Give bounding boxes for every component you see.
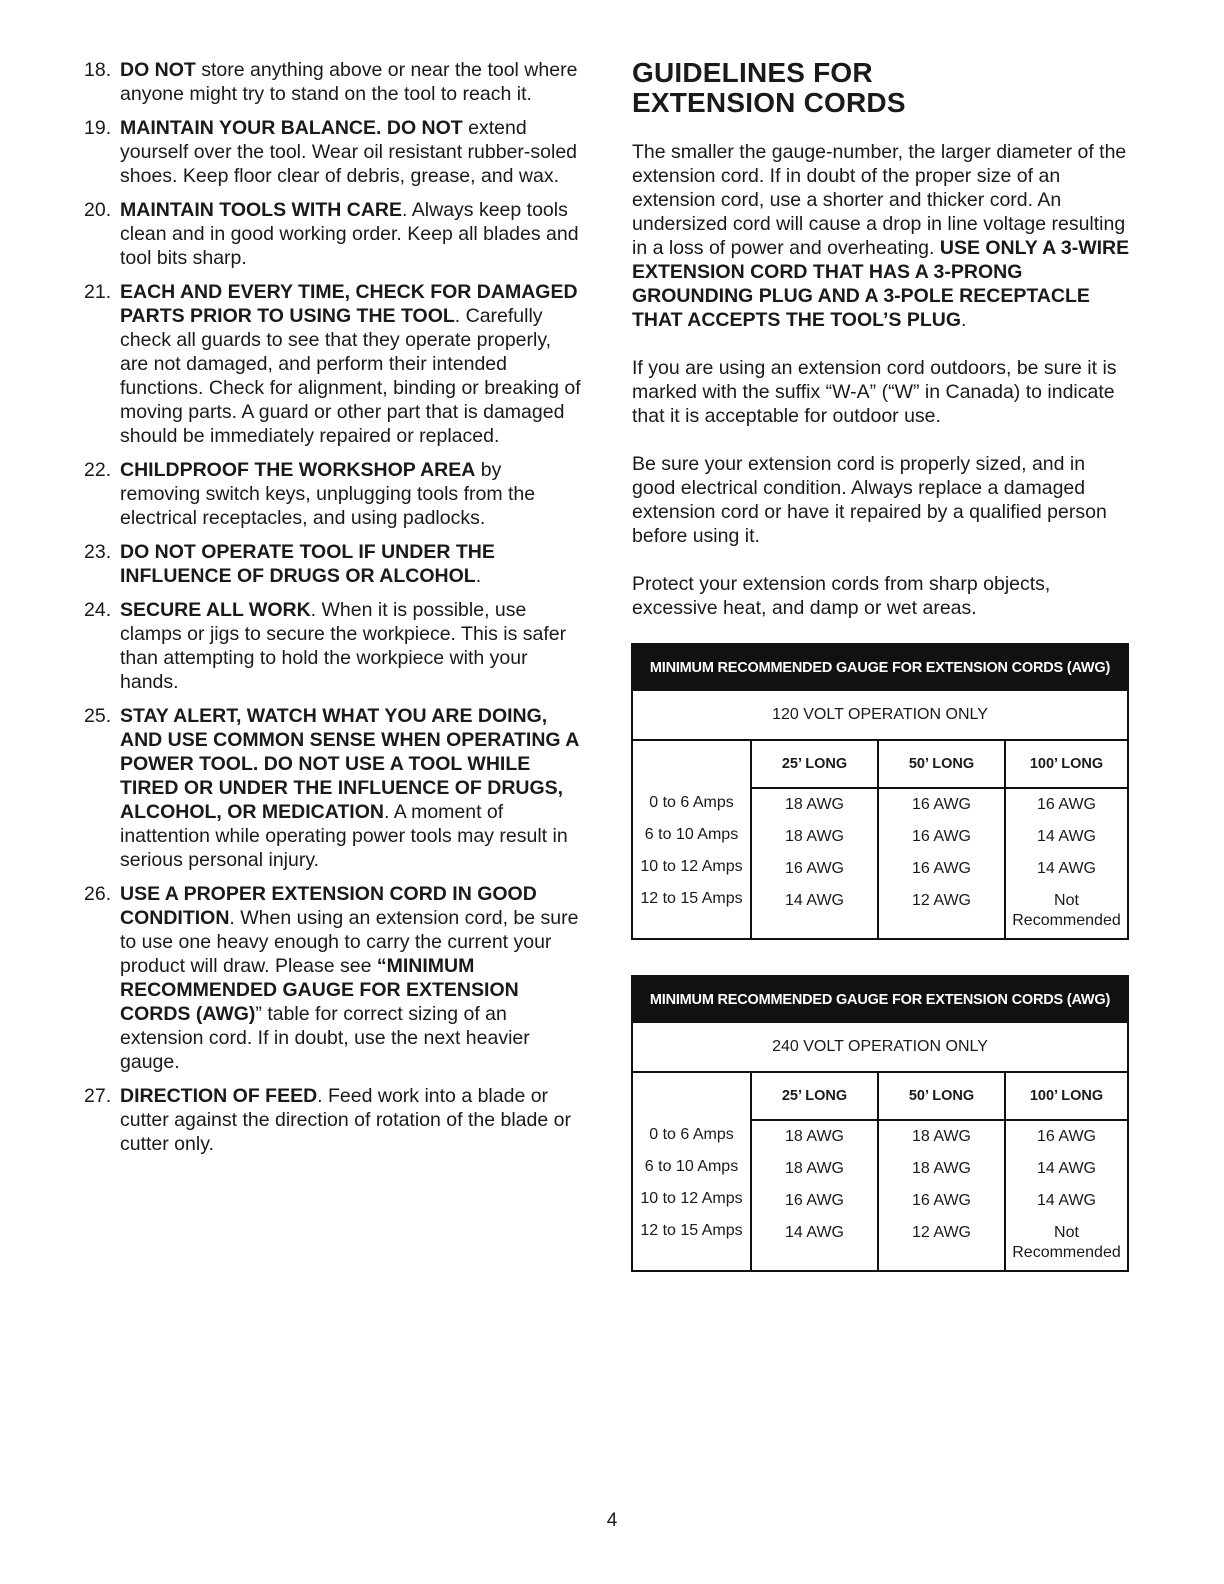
amps-cell: 6 to 10 Amps xyxy=(644,1158,739,1175)
item-bold-lead: STAY ALERT, WATCH WHAT YOU ARE DOING, AND USE COMMON SENSE WHEN OPERATING A POWER TOOL. DO NOT USE A TOOL WHILE TIRED OR UNDER THE INFLUENCE OF DRUGS, ALCOHOL, OR MEDICATION xyxy=(120,705,579,823)
gauge-cell: Not Recommended xyxy=(1012,1224,1121,1261)
paragraph-condition: Be sure your extension cord is properly sized, and in good electrical condition. Always replace a damaged extension cord or have it repaired by a qualified person before using it. xyxy=(632,453,1107,547)
list-item xyxy=(84,1084,584,1156)
column-header: 100’ LONG xyxy=(1006,741,1127,789)
amps-column xyxy=(633,741,750,938)
gauge-cell: 14 AWG xyxy=(1037,828,1096,845)
section-heading xyxy=(632,58,1132,118)
item-text xyxy=(120,540,584,588)
gauge-cell: 14 AWG xyxy=(1037,1192,1096,1209)
paragraph-protect: Protect your extension cords from sharp objects, excessive heat, and damp or wet areas. xyxy=(632,573,1051,619)
column-header: 25’ LONG xyxy=(752,1073,877,1121)
gauge-cell: 16 AWG xyxy=(785,1192,844,1209)
item-text xyxy=(120,280,584,448)
item-number: 26. xyxy=(84,883,112,905)
item-bold-lead: USE A PROPER EXTENSION CORD IN GOOD CONDITION xyxy=(120,883,537,929)
amps-cell: 0 to 6 Amps xyxy=(649,794,734,811)
gauge-cell: 14 AWG xyxy=(1037,860,1096,877)
list-item xyxy=(84,598,584,694)
item-number: 24. xyxy=(84,599,112,621)
amps-cell: 10 to 12 Amps xyxy=(640,858,743,875)
item-body: . Carefully check all guards to see that they operate properly, are not damaged, and perform their intended functions. Check for alignment, binding or breaking of moving parts. A guard or other part that is damaged should be immediately repaired or replaced. xyxy=(120,305,581,447)
item-bold-lead: MAINTAIN TOOLS WITH CARE xyxy=(120,199,403,221)
item-body: . A moment of inattention while operating power tools may result in serious personal injury. xyxy=(120,801,568,871)
column-header-blank xyxy=(633,741,750,787)
item-body: store anything above or near the tool where anyone might try to stand on the tool to reach it. xyxy=(120,59,578,105)
column-header: 50’ LONG xyxy=(879,741,1004,789)
gauge-cell: 18 AWG xyxy=(785,1128,844,1145)
item-body: extend yourself over the tool. Wear oil resistant rubber-soled shoes. Keep floor clear of debris, grease, and wax. xyxy=(120,117,578,187)
list-item xyxy=(84,704,584,872)
table-voltage: 240 VOLT OPERATION ONLY xyxy=(633,1023,1127,1073)
gauge-column xyxy=(750,741,877,938)
item-text xyxy=(120,58,584,106)
gauge-cell: 16 AWG xyxy=(912,796,971,813)
extension-cord-guidelines xyxy=(632,58,1132,620)
item-body: . xyxy=(475,565,482,587)
gauge-cell: 14 AWG xyxy=(1037,1160,1096,1177)
gauge-cell: 18 AWG xyxy=(912,1160,971,1177)
item-bold-lead: CHILDPROOF THE WORKSHOP AREA xyxy=(120,459,476,481)
amps-column xyxy=(633,1073,750,1270)
item-text xyxy=(120,198,584,270)
table-grid xyxy=(633,741,1127,938)
gauge-column xyxy=(877,741,1004,938)
item-body: by removing switch keys, unplugging tools from the electrical receptacles, and using padlocks. xyxy=(120,459,536,529)
gauge-table-120v xyxy=(631,643,1129,940)
gauge-cell: 16 AWG xyxy=(1037,796,1096,813)
table-grid xyxy=(633,1073,1127,1270)
list-item xyxy=(84,116,584,188)
item-number: 25. xyxy=(84,705,112,727)
gauge-cell: 16 AWG xyxy=(912,1192,971,1209)
paragraph-gauge: The smaller the gauge-number, the larger diameter of the extension cord. If in doubt of the proper size of an extension cord, use a shorter and thicker cord. An undersized cord will cause a drop in line voltage resulting in a loss of power and overheating. USE ONLY A 3-WIRE EXTENSION CORD THAT HAS A 3-PRONG GROUNDING PLUG AND A 3-POLE RECEPTACLE THAT ACCEPTS THE TOOL’S PLUG. xyxy=(632,141,1130,331)
gauge-cell: 14 AWG xyxy=(785,1224,844,1241)
item-text xyxy=(120,1084,584,1156)
gauge-column xyxy=(750,1073,877,1270)
list-item xyxy=(84,458,584,530)
item-number: 21. xyxy=(84,281,112,303)
item-number: 19. xyxy=(84,117,112,139)
gauge-cell: 18 AWG xyxy=(785,1160,844,1177)
item-bold-reference: “MINIMUM RECOMMENDED GAUGE FOR EXTENSION CORDS (AWG) xyxy=(120,955,519,1025)
gauge-column xyxy=(1004,1073,1127,1270)
item-body: . Always keep tools clean and in good working order. Keep all blades and tool bits sharp. xyxy=(120,199,579,269)
safety-rules-list xyxy=(84,58,584,1166)
item-bold-lead: MAINTAIN YOUR BALANCE. DO NOT xyxy=(120,117,463,139)
heading-line-2: EXTENSION CORDS xyxy=(632,87,906,118)
gauge-cell: Not Recommended xyxy=(1012,892,1121,929)
gauge-cell: 16 AWG xyxy=(912,860,971,877)
list-item xyxy=(84,198,584,270)
gauge-cell: 18 AWG xyxy=(785,828,844,845)
table-title: MINIMUM RECOMMENDED GAUGE FOR EXTENSION CORDS (AWG) xyxy=(633,645,1127,691)
table-title: MINIMUM RECOMMENDED GAUGE FOR EXTENSION CORDS (AWG) xyxy=(633,977,1127,1023)
list-item xyxy=(84,280,584,448)
item-text xyxy=(120,598,584,694)
gauge-column xyxy=(1004,741,1127,938)
item-number: 20. xyxy=(84,199,112,221)
amps-cell: 6 to 10 Amps xyxy=(644,826,739,843)
gauge-cell: 16 AWG xyxy=(1037,1128,1096,1145)
item-number: 23. xyxy=(84,541,112,563)
item-text xyxy=(120,116,584,188)
item-body-cont: ” table for correct sizing of an extension cord. If in doubt, use the next heavier gauge. xyxy=(120,1003,530,1073)
item-bold-lead: DO NOT OPERATE TOOL IF UNDER THE INFLUENCE OF DRUGS OR ALCOHOL xyxy=(120,541,495,587)
list-item xyxy=(84,882,584,1074)
item-number: 22. xyxy=(84,459,112,481)
item-bold-lead: SECURE ALL WORK xyxy=(120,599,311,621)
column-header: 25’ LONG xyxy=(752,741,877,789)
item-body: . When using an extension cord, be sure to use one heavy enough to carry the current your product will draw. Please see xyxy=(120,907,579,977)
gauge-cell: 12 AWG xyxy=(912,892,971,909)
paragraph-outdoor: If you are using an extension cord outdoors, be sure it is marked with the suffix “W-A” (“W” in Canada) to indicate that it is acceptable for outdoor use. xyxy=(632,357,1117,427)
heading-line-1: GUIDELINES FOR xyxy=(632,57,873,88)
amps-cell: 0 to 6 Amps xyxy=(649,1126,734,1143)
item-bold-lead: EACH AND EVERY TIME, CHECK FOR DAMAGED PARTS PRIOR TO USING THE TOOL xyxy=(120,281,578,327)
amps-cell: 12 to 15 Amps xyxy=(640,890,743,907)
gauge-cell: 12 AWG xyxy=(912,1224,971,1241)
item-number: 18. xyxy=(84,59,112,81)
table-voltage: 120 VOLT OPERATION ONLY xyxy=(633,691,1127,741)
page-number: 4 xyxy=(606,1510,618,1531)
gauge-cell: 14 AWG xyxy=(785,892,844,909)
column-header-blank xyxy=(633,1073,750,1119)
gauge-cell: 18 AWG xyxy=(912,1128,971,1145)
item-body: . When it is possible, use clamps or jigs to secure the workpiece. This is safer than attempting to hold the workpiece with your hands. xyxy=(120,599,567,693)
list-item xyxy=(84,540,584,588)
item-body: . Feed work into a blade or cutter against the direction of rotation of the blade or cutter only. xyxy=(120,1085,571,1155)
item-text xyxy=(120,882,584,1074)
amps-cell: 10 to 12 Amps xyxy=(640,1190,743,1207)
list-item xyxy=(84,58,584,106)
gauge-cell: 16 AWG xyxy=(912,828,971,845)
gauge-cell: 16 AWG xyxy=(785,860,844,877)
gauge-table-240v xyxy=(631,975,1129,1272)
column-header: 100’ LONG xyxy=(1006,1073,1127,1121)
item-number: 27. xyxy=(84,1085,112,1107)
gauge-column xyxy=(877,1073,1004,1270)
column-header: 50’ LONG xyxy=(879,1073,1004,1121)
item-bold-lead: DO NOT xyxy=(120,59,196,81)
amps-cell: 12 to 15 Amps xyxy=(640,1222,743,1239)
item-text xyxy=(120,704,584,872)
item-bold-lead: DIRECTION OF FEED xyxy=(120,1085,318,1107)
item-text xyxy=(120,458,584,530)
gauge-cell: 18 AWG xyxy=(785,796,844,813)
